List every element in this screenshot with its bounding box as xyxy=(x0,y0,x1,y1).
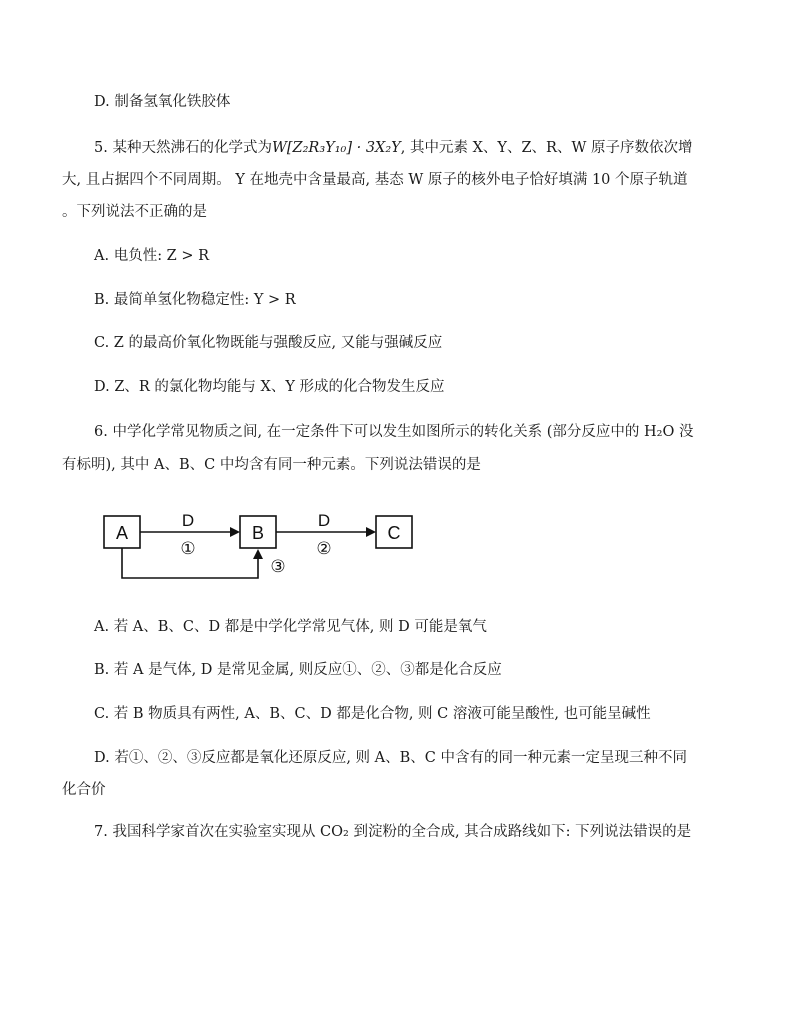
q5-option-b: B. 最简单氢化物稳定性: Y > R xyxy=(94,292,296,308)
box-a-label: A xyxy=(115,523,129,543)
q6-stem-line2: 有标明), 其中 A、B、C 中均含有同一种元素。下列说法错误的是 xyxy=(62,457,481,473)
conversion-diagram xyxy=(92,492,428,598)
q5-formula: W[Z₂R₃Y₁₀] · 3X₂Y xyxy=(271,140,401,156)
q7-stem: 7. 我国科学家首次在实验室实现从 CO₂ 到淀粉的全合成, 其合成路线如下: 下列说法错误的是 xyxy=(94,824,692,840)
q5-option-d: D. Z、R 的氯化物均能与 X、Y 形成的化合物发生反应 xyxy=(94,379,445,395)
step-1-label: ① xyxy=(180,539,196,558)
q5-stem-text-b: , 其中元素 X、Y、Z、R、W 原子序数依次增 xyxy=(400,140,693,156)
q5-stem-line1 xyxy=(94,138,692,158)
box-c-label: C xyxy=(387,523,401,543)
q6-stem-line1: 6. 中学化学常见物质之间, 在一定条件下可以发生如图所示的转化关系 (部分反应中的 H₂O 没 xyxy=(94,424,694,440)
step-3-label: ③ xyxy=(270,557,286,576)
arrowhead-b-to-c xyxy=(366,527,376,537)
q4-option-d: D. 制备氢氧化铁胶体 xyxy=(94,94,231,110)
q5-stem-text: 5. 某种天然沸石的化学式为 xyxy=(94,140,272,156)
q6-option-b: B. 若 A 是气体, D 是常见金属, 则反应①、②、③都是化合反应 xyxy=(94,662,502,678)
arrowhead-a-to-b xyxy=(230,527,240,537)
q6-option-a: A. 若 A、B、C、D 都是中学化学常见气体, 则 D 可能是氧气 xyxy=(94,619,487,635)
reagent-d-1: D xyxy=(181,511,195,530)
q6-option-d-cont: 化合价 xyxy=(62,782,106,798)
arrowhead-return xyxy=(253,549,263,559)
q5-option-a: A. 电负性: Z > R xyxy=(94,248,210,264)
q5-stem-line2: 大, 且占据四个不同周期。 Y 在地壳中含量最高, 基态 W 原子的核外电子恰好填满 10 个原子轨道 xyxy=(62,172,688,188)
q5-stem-line3: 。下列说法不正确的是 xyxy=(62,204,207,220)
box-b-label: B xyxy=(251,523,265,543)
q6-option-c: C. 若 B 物质具有两性, A、B、C、D 都是化合物, 则 C 溶液可能呈酸性, 也可能呈碱性 xyxy=(94,706,651,722)
q6-option-d: D. 若①、②、③反应都是氧化还原反应, 则 A、B、C 中含有的同一种元素一定呈现三种不同 xyxy=(94,750,687,766)
step-2-label: ② xyxy=(316,539,332,558)
conversion-diagram-svg xyxy=(92,492,428,598)
reagent-d-2: D xyxy=(317,511,331,530)
q5-option-c: C. Z 的最高价氧化物既能与强酸反应, 又能与强碱反应 xyxy=(94,335,443,351)
